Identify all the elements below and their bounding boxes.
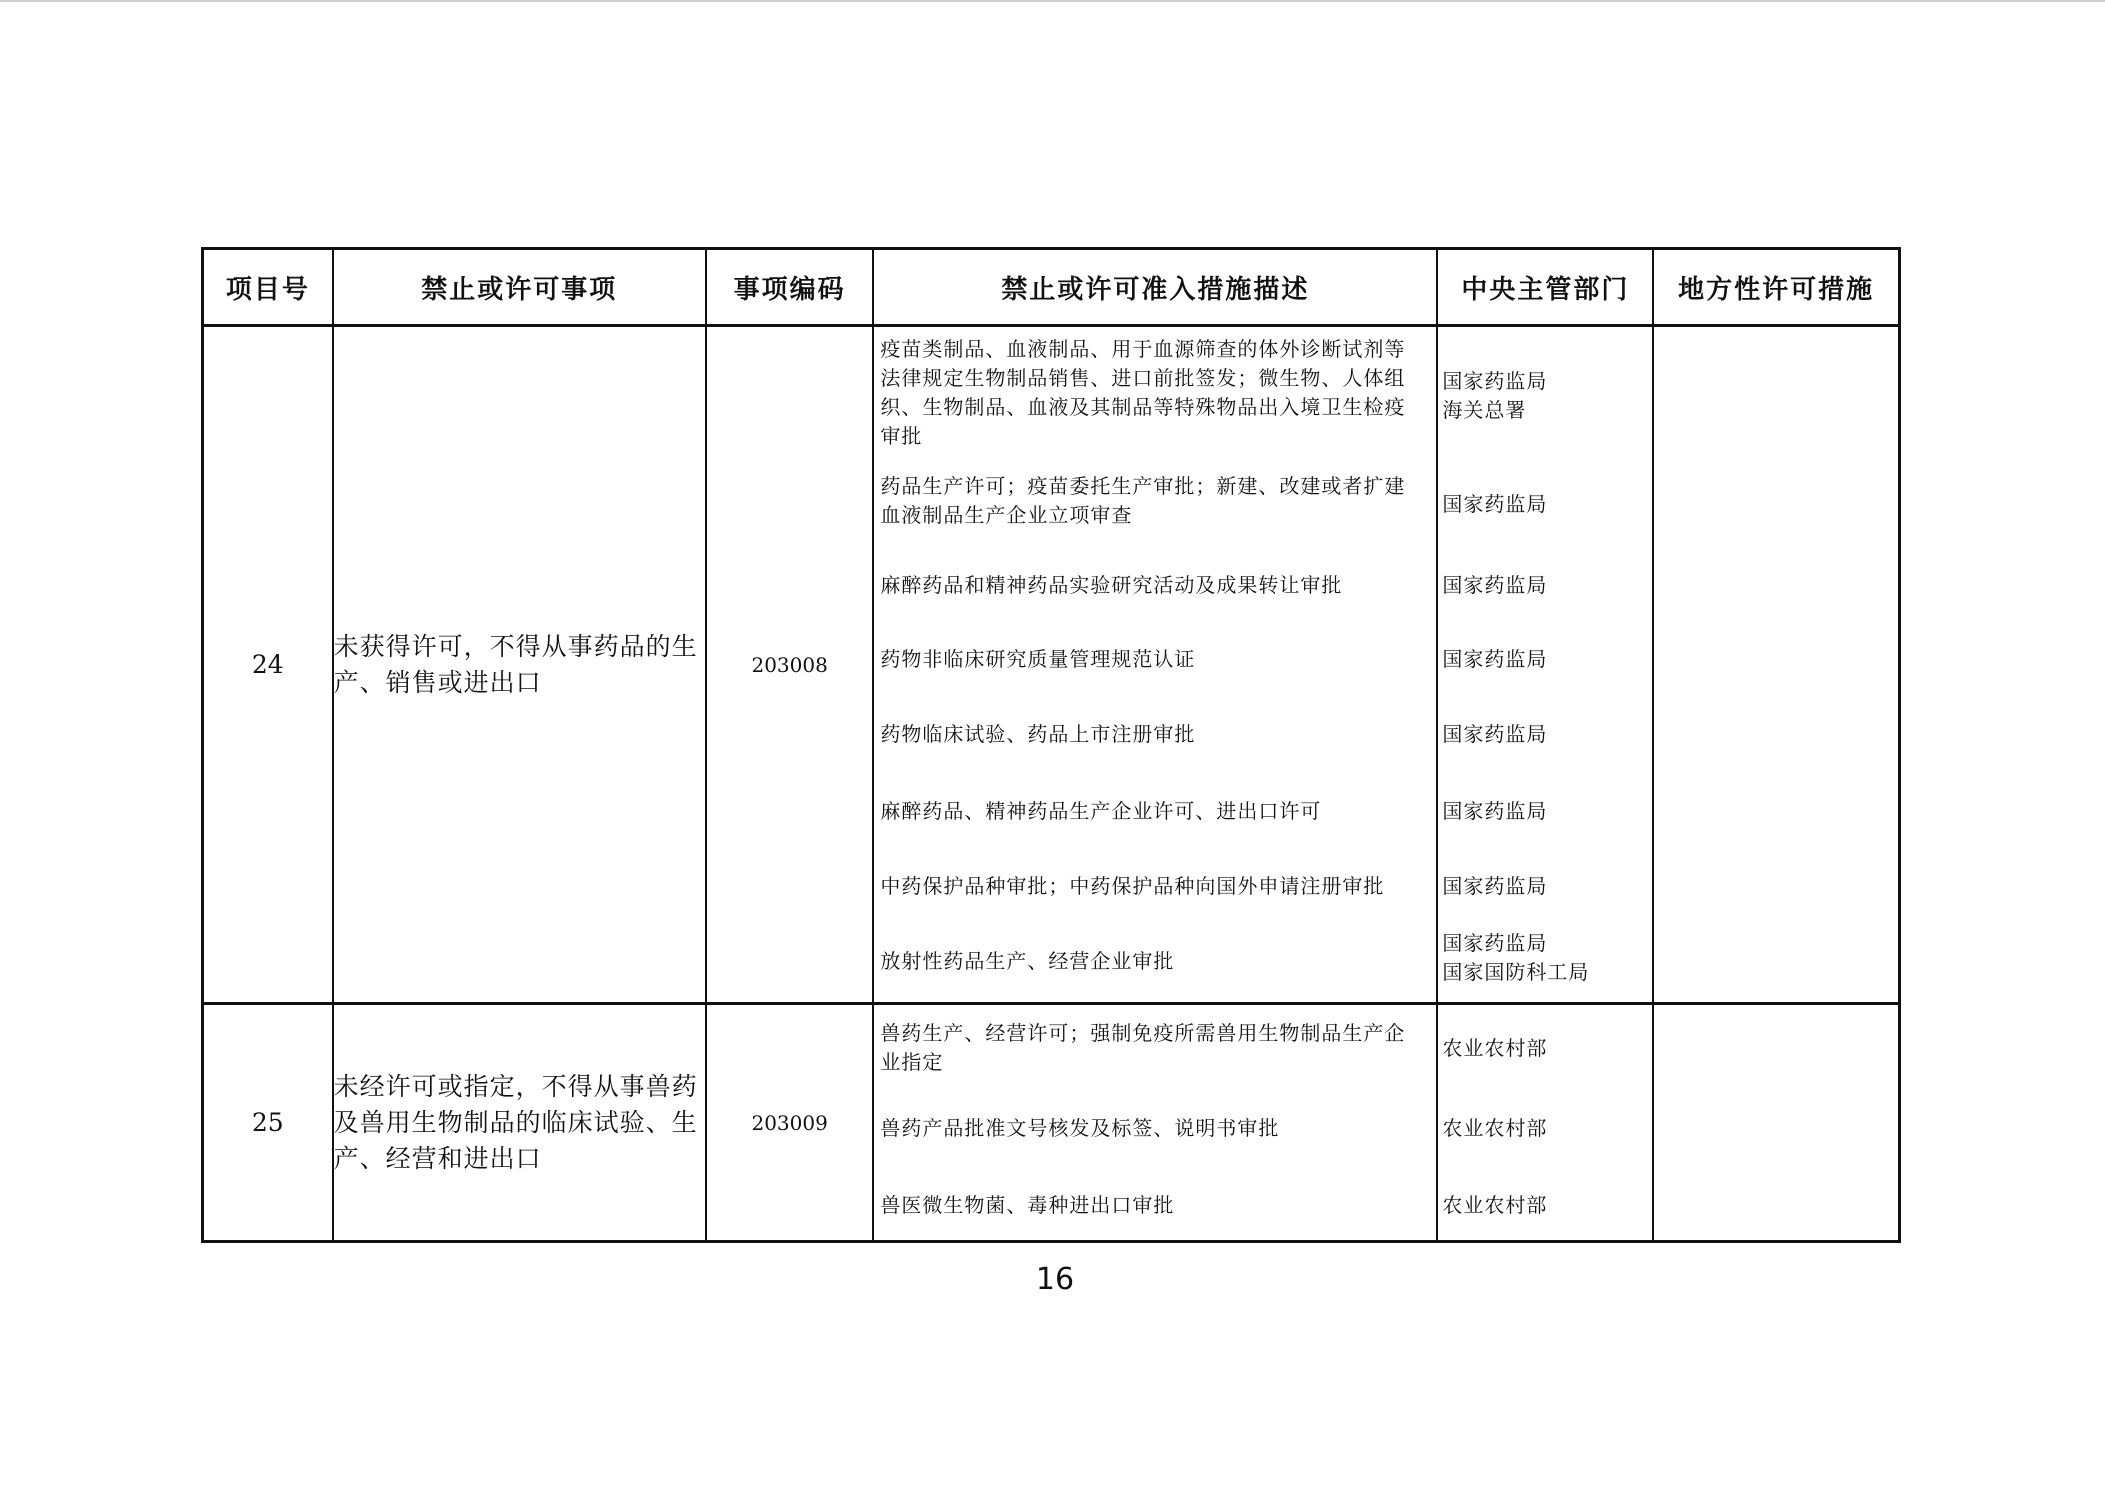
description-cell — [873, 1004, 1437, 1242]
permit-table — [201, 247, 1901, 1243]
table-row — [203, 326, 1900, 1004]
item-cell: 未经许可或指定，不得从事兽药及兽用生物制品的临床试验、生产、经营和进出口 — [333, 1004, 706, 1242]
department-text: 农业农村部 — [1442, 1115, 1548, 1140]
department-text: 农业农村部 — [1442, 1192, 1548, 1217]
department-text: 国家药监局 — [1442, 721, 1548, 746]
department-text: 国家药监局 — [1442, 572, 1548, 597]
header-department: 中央主管部门 — [1437, 249, 1653, 326]
table-row — [203, 1004, 1900, 1242]
project-no-cell: 24 — [203, 326, 333, 1004]
department-cell — [1437, 1004, 1653, 1242]
measure-description: 麻醉药品和精神药品实验研究活动及成果转让审批 — [880, 572, 1343, 597]
measure-description: 药物临床试验、药品上市注册审批 — [880, 721, 1196, 746]
project-no-cell: 25 — [203, 1004, 333, 1242]
measure-description: 麻醉药品、精神药品生产企业许可、进出口许可 — [880, 798, 1322, 823]
department-text: 国家药监局 — [1442, 491, 1548, 516]
header-description: 禁止或许可准入措施描述 — [873, 249, 1437, 326]
department-text: 农业农村部 — [1442, 1035, 1548, 1060]
department-cell — [1437, 326, 1653, 1004]
department-text: 国家药监局 国家国防科工局 — [1442, 931, 1590, 984]
department-text: 国家药监局 — [1442, 798, 1548, 823]
measure-description: 放射性药品生产、经营企业审批 — [880, 948, 1175, 973]
department-text: 国家药监局 — [1442, 873, 1548, 898]
item-cell: 未获得许可，不得从事药品的生产、销售或进出口 — [333, 326, 706, 1004]
measure-description: 疫苗类制品、血液制品、用于血源筛查的体外诊断试剂等法律规定生物制品销售、进口前批签发；微生物、人体组织、生物制品、血液及其制品等特殊物品出入境卫生检疫审批 — [880, 337, 1406, 448]
table-header-row — [203, 249, 1900, 326]
code-cell: 203009 — [706, 1004, 873, 1242]
measure-description: 兽药生产、经营许可；强制免疫所需兽用生物制品生产企业指定 — [880, 1021, 1406, 1074]
department-text: 国家药监局 海关总署 — [1442, 369, 1548, 422]
measure-description: 兽药产品批准文号核发及标签、说明书审批 — [880, 1115, 1280, 1140]
page-number: 16 — [1035, 1262, 1075, 1297]
measure-description: 药品生产许可；疫苗委托生产审批；新建、改建或者扩建血液制品生产企业立项审查 — [880, 474, 1406, 527]
local-measure-cell — [1653, 326, 1899, 1004]
local-measure-cell — [1653, 1004, 1899, 1242]
measure-description: 兽医微生物菌、毒种进出口审批 — [880, 1192, 1175, 1217]
description-cell — [873, 326, 1437, 1004]
header-code: 事项编码 — [706, 249, 873, 326]
code-cell: 203008 — [706, 326, 873, 1004]
header-item: 禁止或许可事项 — [333, 249, 706, 326]
header-local-measure: 地方性许可措施 — [1653, 249, 1899, 326]
department-text: 国家药监局 — [1442, 646, 1548, 671]
header-project-no: 项目号 — [203, 249, 333, 326]
measure-description: 中药保护品种审批；中药保护品种向国外申请注册审批 — [880, 873, 1385, 898]
measure-description: 药物非临床研究质量管理规范认证 — [880, 646, 1196, 671]
